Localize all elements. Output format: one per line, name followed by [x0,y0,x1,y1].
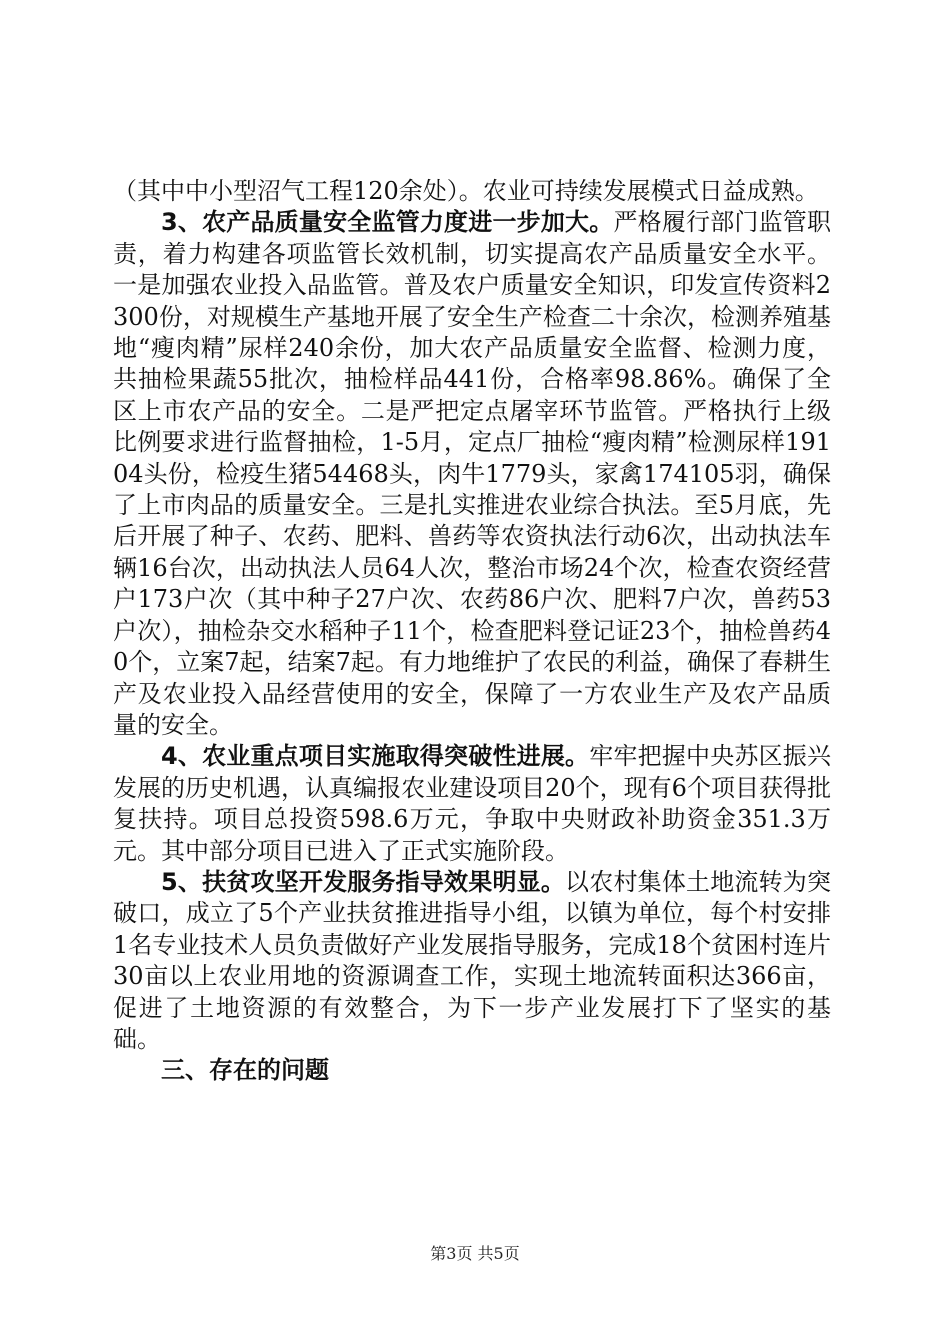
section-5-paragraph [113,867,831,1055]
section-heading-problems: 三、存在的问题 [161,1056,329,1085]
section-5-lead: 5、扶贫攻坚开发服务指导效果明显。 [161,867,566,896]
continuation-paragraph: （其中中小型沼气工程120余处）。农业可持续发展模式日益成熟。 [113,177,819,205]
page-number: 第3页 共5页 [430,1244,520,1263]
section-4-lead: 4、农业重点项目实施取得突破性进展。 [161,742,590,771]
document-body [113,176,831,1087]
section-3-lead: 3、农产品质量安全监管力度进一步加大。 [161,208,614,237]
section-3-body: 严格履行部门监管职责，着力构建各项监管长效机制，切实提高农产品质量安全水平。一是加强农业投入品监管。普及农户质量安全知识，印发宣传资料2300份，对规模生产基地开展了安全生产检查二十余次，检测养殖基地“瘦肉精”尿样240余份，加大农产品质量安全监督、检测力度，共抽检果蔬55批次，抽检样品441份，合格率98.86%。确保了全区上市农产品的安全。二是严把定点屠宰环节监管。严格执行上级比例要求进行监督抽检，1-5月，定点厂抽检“瘦肉精”检测尿样19104头份，检疫生猪54468头，肉牛1779头，家禽174105羽，确保了上市肉品的质量安全。三是扎实推进农业综合执法。至5月底，先后开展了种子、农药、肥料、兽药等农资执法行动6次，出动执法车辆16台次，出动执法人员64人次，整治市场24个次，检查农资经营户173户次（其中种子27户次、农药86户次、肥料7户次，兽药53户次），抽检杂交水稻种子11个，检查肥料登记证23个，抽检兽药40个，立案7起，结案7起。有力地维护了农民的利益，确保了春耕生产及农业投入品经营使用的安全，保障了一方农业生产及农产品质量的安全。 [113,208,832,739]
section-3-paragraph [113,207,831,741]
page-footer [0,1244,950,1264]
section-5-body: 以农村集体土地流转为突破口，成立了5个产业扶贫推进指导小组，以镇为单位，每个村安排1名专业技术人员负责做好产业发展指导服务，完成18个贫困村连片30亩以上农业用地的资源调查工作，实现土地流转面积达366亩，促进了土地资源的有效整合，为下一步产业发展打下了坚实的基础。 [113,867,832,1053]
section-4-body: 牢牢把握中央苏区振兴发展的历史机遇，认真编报农业建设项目20个，现有6个项目获得批复扶持。项目总投资598.6万元，争取中央财政补助资金351.3万元。其中部分项目已进入了正式实施阶段。 [113,742,831,865]
section-4-paragraph [113,741,831,867]
